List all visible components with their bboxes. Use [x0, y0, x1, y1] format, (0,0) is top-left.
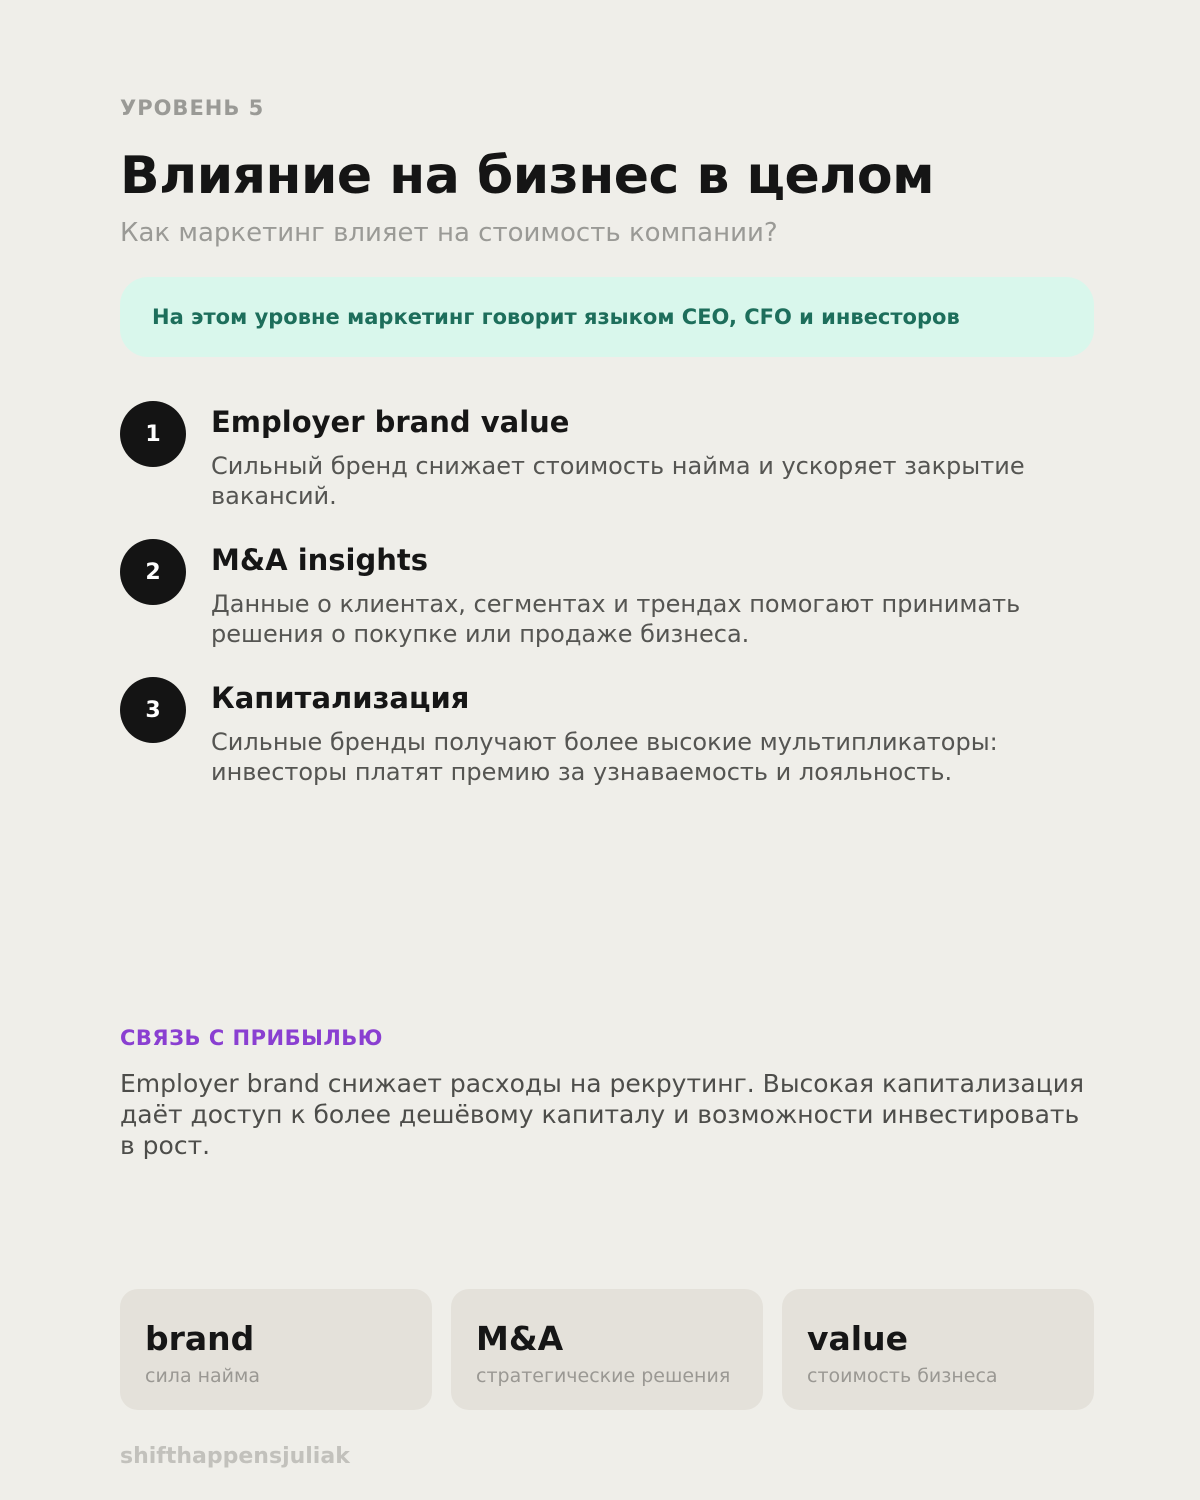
page-subtitle: Как маркетинг влияет на стоимость компании?	[120, 218, 778, 248]
footer-handle: shifthappensjuliak	[120, 1444, 350, 1469]
card-title: brand	[145, 1319, 255, 1358]
card-subtitle: стратегические решения	[476, 1365, 731, 1387]
callout-banner	[120, 277, 1094, 357]
item-number-badge: 2	[120, 539, 186, 605]
item-title: M&A insights	[211, 543, 429, 577]
profit-section-label: СВЯЗЬ С ПРИБЫЛЬЮ	[120, 1026, 383, 1050]
item-number-badge: 1	[120, 401, 186, 467]
item-title: Капитализация	[211, 681, 470, 715]
card-title: value	[807, 1319, 908, 1358]
item-description: Сильные бренды получают более высокие мультипликаторы: инвесторы платят премию за узнаваемость и лояльность.	[211, 728, 998, 786]
summary-card-value	[782, 1289, 1094, 1410]
summary-card-brand	[120, 1289, 432, 1410]
card-subtitle: стоимость бизнеса	[807, 1365, 998, 1387]
level-label: УРОВЕНЬ 5	[120, 96, 265, 120]
item-description: Сильный бренд снижает стоимость найма и ускоряет закрытие вакансий.	[211, 452, 1025, 510]
item-description: Данные о клиентах, сегментах и трендах помогают принимать решения о покупке или продаже бизнеса.	[211, 590, 1021, 648]
card-subtitle: сила найма	[145, 1365, 261, 1387]
profit-section-text: Employer brand снижает расходы на рекрутинг. Высокая капитализация даёт доступ к более дешёвому капиталу и возможности инвестировать в рост.	[120, 1069, 1085, 1160]
page-title: Влияние на бизнес в целом	[120, 146, 935, 206]
item-title: Employer brand value	[211, 405, 570, 439]
summary-card-ma	[451, 1289, 763, 1410]
callout-text: На этом уровне маркетинг говорит языком CEO, CFO и инвесторов	[152, 305, 960, 329]
card-title: M&A	[476, 1319, 564, 1358]
item-number-badge: 3	[120, 677, 186, 743]
